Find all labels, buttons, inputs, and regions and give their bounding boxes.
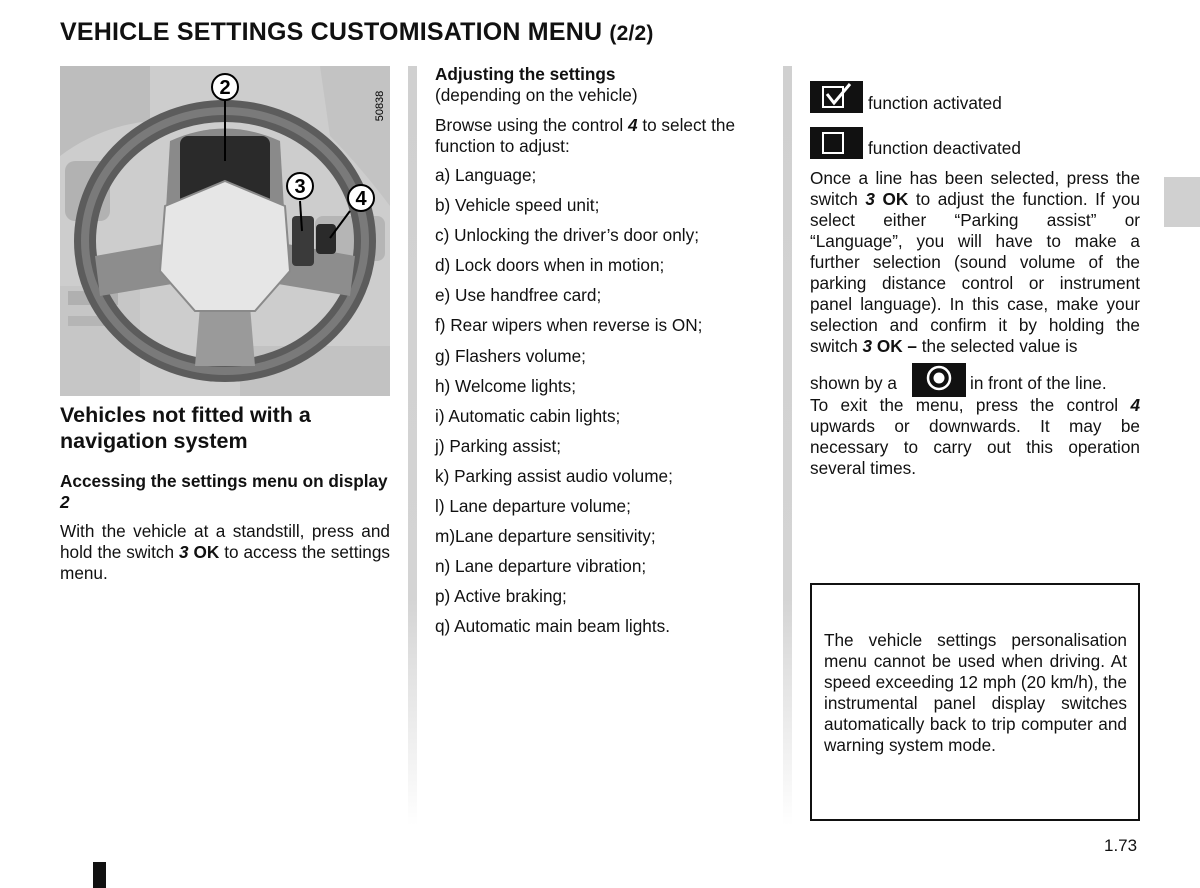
activated-label: function activated xyxy=(868,93,1002,113)
list-item: i) Automatic cabin lights; xyxy=(435,405,621,426)
switch-number: 3 xyxy=(862,336,873,356)
browse-text-2: to select the function to adjust: xyxy=(435,115,735,156)
list-item: k) Parking assist audio volume; xyxy=(435,465,673,486)
section-heading xyxy=(60,402,400,454)
steering-wheel-figure xyxy=(60,66,390,396)
access-text-1: With the vehicle at a standstill, press and hold the switch xyxy=(60,521,390,562)
switch-number: 3 xyxy=(178,542,189,562)
control-number: 4 xyxy=(1130,395,1140,415)
list-item: m)Lane departure sensitivity; xyxy=(435,526,656,547)
access-menu-paragraph xyxy=(60,521,390,584)
list-item: d) Lock doors when in motion; xyxy=(435,255,665,276)
browse-text-1: Browse using the control xyxy=(435,115,628,135)
access-menu-heading xyxy=(60,471,390,513)
list-item: c) Unlocking the driver’s door only; xyxy=(435,225,699,246)
access-text-2: to access the settings menu. xyxy=(60,542,391,583)
warning-note-box xyxy=(810,583,1140,821)
page-title xyxy=(60,18,654,47)
shown-text-2: in front of the line. xyxy=(970,373,1107,393)
section-heading-line1: Vehicles not fitted with a xyxy=(60,403,311,427)
figure-code: 50838 xyxy=(374,90,386,122)
list-item: q) Automatic main beam lights. xyxy=(435,616,671,637)
exit-text-2: upwards or downwards. It may be necessary to carry out this operation several times. xyxy=(810,416,1140,478)
list-item: f) Rear wipers when reverse is ON; xyxy=(435,315,703,336)
selection-text-1: Once a line has been selected, press the switch xyxy=(810,168,1140,209)
title-suffix: (2/2) xyxy=(609,22,654,45)
switch-ok: OK – xyxy=(876,336,917,356)
switch-ok: OK xyxy=(882,189,909,209)
section-heading-line2: navigation system xyxy=(60,429,248,453)
selected-radio-icon xyxy=(912,363,966,397)
list-item: n) Lane departure vibration; xyxy=(435,556,647,577)
adjusting-heading: Adjusting the settings xyxy=(435,64,616,84)
warning-note-text: The vehicle settings personalisation menu cannot be used when driving. At speed exceeding 12 mph (20 km/h), the instrumental panel display switches automatically back to trip computer and warning system mode. xyxy=(824,630,1127,755)
checkbox-checked-icon xyxy=(810,81,863,113)
list-item: g) Flashers volume; xyxy=(435,345,586,366)
chapter-tab-marker xyxy=(1164,177,1200,227)
corner-mark xyxy=(93,862,106,888)
selection-text-3: the selected value is xyxy=(917,336,1078,356)
column-divider-left xyxy=(408,66,417,826)
callout-2: 2 xyxy=(219,77,231,99)
callout-4: 4 xyxy=(355,188,367,210)
shown-text-1: shown by a xyxy=(810,373,897,393)
deactivated-label: function deactivated xyxy=(868,138,1021,158)
title-text: VEHICLE SETTINGS CUSTOMISATION MENU xyxy=(60,18,603,46)
access-heading-text: Accessing the settings menu on display xyxy=(60,471,388,491)
list-item: a) Language; xyxy=(435,165,537,185)
list-item: j) Parking assist; xyxy=(435,435,562,456)
selection-paragraph xyxy=(810,168,1140,357)
exit-paragraph xyxy=(810,395,1140,479)
steering-wheel-drawing xyxy=(60,66,390,396)
list-item: l) Lane departure volume; xyxy=(435,496,631,517)
control-number: 4 xyxy=(627,115,638,135)
browse-paragraph xyxy=(435,115,775,157)
function-list xyxy=(435,165,775,647)
display-number: 2 xyxy=(60,492,70,512)
switch-number: 3 xyxy=(865,189,875,209)
list-item: h) Welcome lights; xyxy=(435,375,577,396)
list-item: e) Use handfree card; xyxy=(435,285,602,306)
list-item: b) Vehicle speed unit; xyxy=(435,195,600,216)
list-item: p) Active braking; xyxy=(435,586,567,607)
shown-by-line xyxy=(810,363,1140,399)
exit-text-1: To exit the menu, press the control xyxy=(810,395,1131,415)
switch-ok: OK xyxy=(193,542,220,562)
page-number: 1.73 xyxy=(1104,836,1138,855)
callout-3: 3 xyxy=(294,176,306,198)
adjusting-note: (depending on the vehicle) xyxy=(435,85,638,105)
checkbox-unchecked-icon xyxy=(810,127,863,159)
selection-text-2: to adjust the function. If you select either “Parking assist” or “Language”, you will have to make a further selection (sound volume of the parking distance control or instrument panel language). In this case, make your selection and confirm it by holding the switch xyxy=(810,189,1140,356)
column-divider-right xyxy=(783,66,792,826)
